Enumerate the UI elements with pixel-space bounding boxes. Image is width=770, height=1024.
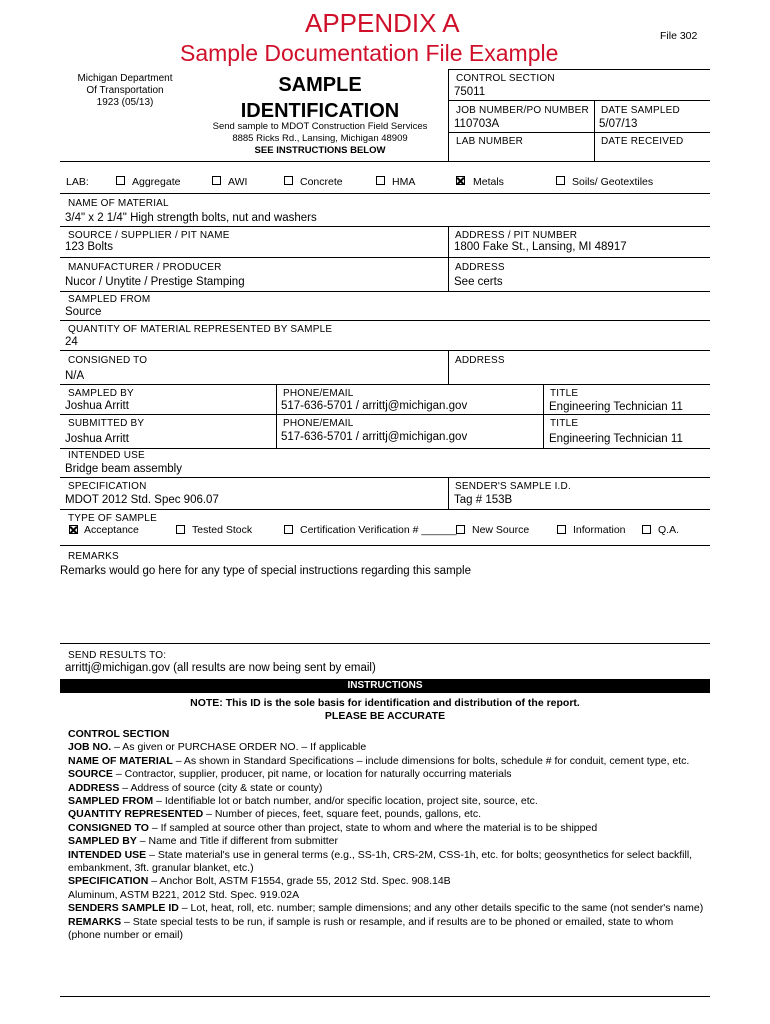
sampled-title-value[interactable]: Engineering Technician 11 [549, 401, 683, 413]
cert-verification-checkbox[interactable] [284, 525, 293, 534]
sampled-from-value[interactable]: Source [65, 306, 102, 318]
consigned-divider [448, 350, 449, 385]
spec-divider [448, 477, 449, 509]
rule-material [60, 226, 710, 227]
soils-checkbox[interactable] [556, 176, 565, 185]
qa-checkbox[interactable] [642, 525, 651, 534]
footer-rule [60, 996, 710, 997]
new-source-checkbox[interactable] [456, 525, 465, 534]
lab-label: LAB: [66, 176, 89, 188]
acceptance-checkbox[interactable] [69, 525, 78, 534]
instructions-bar: INSTRUCTIONS [60, 679, 710, 693]
see-instructions: SEE INSTRUCTIONS BELOW [254, 145, 386, 156]
dept-line-1: Michigan Department [77, 73, 173, 84]
aggregate-label: Aggregate [132, 176, 181, 188]
rule-remarks [60, 643, 710, 644]
manufacturer-label: MANUFACTURER / PRODUCER [68, 262, 222, 273]
note-block [60, 697, 710, 723]
source-value[interactable]: 123 Bolts [65, 241, 113, 253]
send-results-label: SEND RESULTS TO: [68, 650, 167, 661]
rule-manufacturer [60, 291, 710, 292]
date-received-label: DATE RECEIVED [601, 136, 684, 147]
type-of-sample-label: TYPE OF SAMPLE [68, 513, 157, 524]
manufacturer-address-value[interactable]: See certs [454, 276, 503, 288]
control-rule-2 [448, 100, 710, 101]
submitted-phone-value[interactable]: 517-636-5701 / arrittj@michigan.gov [281, 431, 468, 443]
sampled-by-label: SAMPLED BY [68, 388, 134, 399]
control-rule-3 [448, 132, 710, 133]
file-number: File 302 [660, 30, 698, 42]
rule-intended [60, 477, 710, 478]
form-title-line-1: SAMPLE [278, 74, 362, 96]
instruction-item: QUANTITY REPRESENTED – Number of pieces, feet, square feet, pounds, gallons, etc. [68, 808, 482, 821]
control-top-rule [448, 69, 710, 70]
tested-stock-checkbox[interactable] [176, 525, 185, 534]
date-sampled-value[interactable]: 5/07/13 [599, 118, 638, 130]
rule-sampled-from [60, 320, 710, 321]
information-label: Information [573, 524, 626, 536]
quantity-value[interactable]: 24 [65, 336, 78, 348]
instruction-item: SENDERS SAMPLE ID – Lot, heat, roll, etc. number; sample dimensions; and any other details specific to the same (not sender's name) [68, 902, 704, 915]
sender-id-label: SENDER'S SAMPLE I.D. [455, 481, 571, 492]
instruction-item: SAMPLED FROM – Identifiable lot or batch number, and/or specific location, project site, source, etc. [68, 795, 538, 808]
acceptance-label: Acceptance [84, 524, 139, 536]
hma-checkbox[interactable] [376, 176, 385, 185]
material-label: NAME OF MATERIAL [68, 198, 169, 209]
new-source-label: New Source [472, 524, 530, 536]
appendix-title: APPENDIX A [305, 8, 460, 38]
header-bottom-rule [60, 161, 710, 162]
sampled-by-value[interactable]: Joshua Arritt [65, 400, 129, 412]
quantity-label: QUANTITY OF MATERIAL REPRESENTED BY SAMPLE [68, 324, 333, 335]
rule-quantity [60, 350, 710, 351]
instruction-item: ADDRESS – Address of source (city & state or county) [68, 781, 323, 794]
awi-checkbox[interactable] [212, 176, 221, 185]
sampled-from-label: SAMPLED FROM [68, 294, 151, 305]
rule-submitted-by [60, 448, 710, 449]
specification-label: SPECIFICATION [68, 481, 147, 492]
instruction-item: CONTROL SECTION [68, 728, 170, 740]
aggregate-checkbox[interactable] [116, 176, 125, 185]
cert-verification-label: Certification Verification # ______ [300, 524, 457, 536]
remarks-value[interactable]: Remarks would go here for any type of special instructions regarding this sample [60, 565, 472, 577]
submitted-by-value[interactable]: Joshua Arritt [65, 433, 129, 445]
instruction-item: SPECIFICATION – Anchor Bolt, ASTM F1554, grade 55, 2012 Std. Spec. 908.14B [68, 875, 451, 888]
control-section-value[interactable]: 75011 [454, 86, 486, 98]
control-section-label: CONTROL SECTION [456, 73, 555, 84]
instruction-item: NAME OF MATERIAL – As shown in Standard Specifications – include dimensions for bolts, schedule # for conduit, cement type, etc. [68, 754, 690, 767]
intended-use-label: INTENDED USE [68, 450, 145, 461]
dept-line-2: Of Transportation [86, 85, 164, 96]
date-sampled-label: DATE SAMPLED [601, 105, 680, 116]
rule-spec [60, 509, 710, 510]
instruction-item: SAMPLED BY – Name and Title if different from submitter [68, 835, 338, 848]
consigned-label: CONSIGNED TO [68, 355, 148, 366]
specification-value[interactable]: MDOT 2012 Std. Spec 906.07 [65, 494, 219, 506]
send-sample-block [200, 121, 440, 157]
metals-label: Metals [473, 176, 504, 188]
submitted-by-label: SUBMITTED BY [68, 418, 145, 429]
dept-line-3: 1923 (05/13) [96, 97, 154, 108]
instruction-item: CONSIGNED TO – If sampled at source other than project, state to whom and where the material is to be shipped [68, 821, 598, 834]
tested-stock-label: Tested Stock [192, 524, 253, 536]
source-address-value[interactable]: 1800 Fake St., Lansing, MI 48917 [454, 241, 627, 253]
qa-label: Q.A. [658, 524, 680, 536]
job-number-value[interactable]: 110703A [454, 118, 500, 130]
soils-label: Soils/ Geotextiles [572, 176, 654, 188]
send-line-2: 8885 Ricks Rd., Lansing, Michigan 48909 [232, 133, 408, 144]
consigned-value[interactable]: N/A [65, 370, 85, 382]
instruction-item: SOURCE – Contractor, supplier, producer, pit name, or location for naturally occurring materials [68, 768, 512, 781]
sampled-by-divider-2 [543, 384, 544, 448]
department-block [60, 73, 190, 109]
instructions-list [68, 728, 704, 943]
sender-id-value[interactable]: Tag # 153B [454, 494, 513, 506]
instruction-item: REMARKS – State special tests to be run, if sample is rush or resample, and if results are to be phoned or emailed, state to whom (phone number or email) [68, 915, 674, 942]
submitted-title-label: TITLE [550, 418, 579, 429]
submitted-phone-label: PHONE/EMAIL [283, 418, 354, 429]
document-subtitle: Sample Documentation File Example [180, 40, 559, 66]
rule-type [60, 545, 710, 546]
source-address-label: ADDRESS / PIT NUMBER [455, 230, 578, 241]
rule-source [60, 257, 710, 258]
manufacturer-value[interactable]: Nucor / Unytite / Prestige Stamping [65, 276, 245, 288]
sampled-phone-value[interactable]: 517-636-5701 / arrittj@michigan.gov [281, 400, 468, 412]
concrete-label: Concrete [300, 176, 343, 188]
form-title [205, 72, 435, 124]
information-checkbox[interactable] [557, 525, 566, 534]
concrete-checkbox[interactable] [284, 176, 293, 185]
consigned-address-label: ADDRESS [455, 355, 505, 366]
source-divider [448, 226, 449, 292]
rule-sampled-by [60, 414, 710, 415]
instruction-item: JOB NO. – As given or PURCHASE ORDER NO. – If applicable [68, 741, 367, 754]
lab-bottom-rule [60, 193, 710, 194]
hma-label: HMA [392, 176, 416, 188]
job-number-label: JOB NUMBER/PO NUMBER [456, 105, 589, 116]
material-value[interactable]: 3/4" x 2 1/4" High strength bolts, nut and washers [65, 212, 317, 224]
send-results-value[interactable]: arrittj@michigan.gov (all results are now being sent by email) [65, 662, 376, 674]
awi-label: AWI [228, 176, 248, 188]
form-title-line-2: IDENTIFICATION [240, 100, 400, 122]
source-label: SOURCE / SUPPLIER / PIT NAME [68, 230, 230, 241]
send-line-1: Send sample to MDOT Construction Field Services [212, 121, 428, 132]
submitted-title-value[interactable]: Engineering Technician 11 [549, 433, 683, 445]
note-line-2: PLEASE BE ACCURATE [324, 710, 446, 722]
metals-checkbox[interactable] [456, 176, 465, 185]
instruction-item: Aluminum, ASTM B221, 2012 Std. Spec. 919.02A [68, 888, 300, 901]
remarks-label: REMARKS [68, 551, 119, 562]
intended-use-value[interactable]: Bridge beam assembly [65, 463, 182, 475]
note-line-1: NOTE: This ID is the sole basis for identification and distribution of the report. [190, 697, 580, 709]
lab-number-label: LAB NUMBER [456, 136, 524, 147]
instruction-item: INTENDED USE – State material's use in general terms (e.g., SS-1h, CRS-2M, CSS-1h, etc. for bolts; geosynthetics for select backfill, embankment, 3ft. granular blanket, etc.) [68, 848, 693, 875]
sampled-by-divider-1 [276, 384, 277, 448]
manufacturer-address-label: ADDRESS [455, 262, 505, 273]
control-left-rule [448, 69, 449, 161]
sampled-phone-label: PHONE/EMAIL [283, 388, 354, 399]
control-mid-rule [594, 100, 595, 161]
rule-consigned [60, 384, 710, 385]
sampled-title-label: TITLE [550, 388, 579, 399]
